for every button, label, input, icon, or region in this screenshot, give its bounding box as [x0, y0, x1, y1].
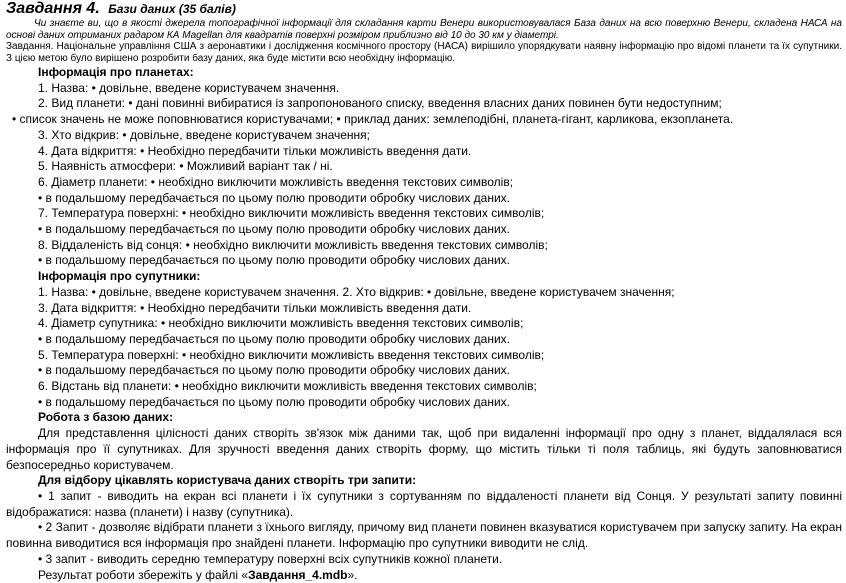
satellites-line: • в подальшому передбачається по цьому полю проводити обробку числових даних.: [6, 363, 842, 379]
result-close: ».: [347, 568, 357, 582]
task-score: Бази даних (35 балів): [108, 2, 236, 16]
result-line: [6, 568, 842, 583]
satellites-heading: Інформація про супутники:: [6, 269, 842, 285]
satellites-line: 1. Назва: • довільне, введене користувачем значення. 2. Хто відкрив: • довільне, введене користувачем значення;: [6, 285, 842, 301]
task-paragraph: Завдання. Національне управління США з аеронавтики і дослідження космічного простору (НАСА) вирішило упорядкувати наявну інформацію про відомі планети та їх супутники. З цією метою було вирішено розробити базу даних, яка буде містити всю необхідну інформацію.: [6, 41, 842, 64]
db-work-paragraph: Для представлення цілісності даних створіть зв'язок між даними так, щоб при видаленні інформації про одну з планет, віддалялася вся інформація про її супутниках. Для зручності введення даних створіть форму, що містить тільки ті поля таблиць, які будуть заповнюватися безпосередньо користувачем.: [6, 426, 842, 473]
planets-heading: Інформація про планетах:: [6, 65, 842, 81]
planets-line: 6. Діаметр планети: • необхідно виключити можливість введення текстових символів;: [6, 175, 842, 191]
planets-line: • в подальшому передбачається по цьому полю проводити обробку числових даних.: [6, 253, 842, 269]
satellites-line: 6. Відстань від планети: • необхідно виключити можливість введення текстових символів;: [6, 379, 842, 395]
result-text: Результат роботи збережіть у файлі «: [38, 568, 248, 582]
satellites-line: • в подальшому передбачається по цьому полю проводити обробку числових даних.: [6, 332, 842, 348]
task-title: Завдання 4.: [6, 0, 100, 17]
planets-line: 5. Наявність атмосфери: • Можливий варіант так / ні.: [6, 159, 842, 175]
db-work-heading: Робота з базою даних:: [6, 410, 842, 426]
task-header: [6, 0, 842, 18]
satellites-line: • в подальшому передбачається по цьому полю проводити обробку числових даних.: [6, 395, 842, 411]
planets-line: • в подальшому передбачається по цьому полю проводити обробку числових даних.: [6, 222, 842, 238]
planets-line: • в подальшому передбачається по цьому полю проводити обробку числових даних.: [6, 191, 842, 207]
planets-line: 2. Вид планети: • дані повинні вибиратися із запропонованого списку, введення власних даних повинен бути недоступним;: [6, 96, 842, 112]
document-page: [6, 0, 842, 583]
satellites-line: 3. Дата відкриття: • Необхідно передбачити тільки можливість введення дати.: [6, 301, 842, 317]
planets-line: 4. Дата відкриття: • Необхідно передбачити тільки можливість введення дати.: [6, 144, 842, 160]
queries-heading: Для відбору цікавлять користувача даних створіть три запити:: [6, 473, 842, 489]
intro-paragraph: Чи знаєте ви, що в якості джерела топографічної інформації для складання карти Венери використовувалася База даних на всю поверхню Венери, складена НАСА на основі даних отриманих радаром КА Magellan для квадратів поверхні розміром приблизно від 10 до 30 км у діаметрі.: [6, 18, 842, 41]
query-item: • 3 запит - виводить середню температуру поверхні всіх супутників кожної планети.: [6, 552, 842, 568]
query-item: • 1 запит - виводить на екран всі планети і їх супутники з сортуванням по віддаленості планети від Сонця. У результаті запиту повинні відображатися: назва (планети) і назву (супутника).: [6, 489, 842, 520]
satellites-line: 5. Температура поверхні: • необхідно виключити можливість введення текстових символів;: [6, 348, 842, 364]
planets-line: 1. Назва: • довільне, введене користувачем значення.: [6, 81, 842, 97]
query-item: • 2 Запит - дозволяє відібрати планети з їхнього вигляду, причому вид планети повинен вказуватися користувачем при запуску запиту. На екран повинна виводитися вся інформація про знайдені планети. Інформацію про супутники виводити не слід.: [6, 520, 842, 551]
result-filename: Завдання_4.mdb: [248, 568, 347, 582]
planets-line: • список значень не може поповнюватися користувачами; • приклад даних: землеподібні, планета-гігант, карликова, екзопланета.: [6, 112, 842, 128]
planets-line: 7. Температура поверхні: • необхідно виключити можливість введення текстових символів;: [6, 206, 842, 222]
planets-line: 3. Хто відкрив: • довільне, введене користувачем значення;: [6, 128, 842, 144]
planets-line: 8. Віддаленість від сонця: • необхідно виключити можливість введення текстових символів;: [6, 238, 842, 254]
satellites-line: 4. Діаметр супутника: • необхідно виключити можливість введення текстових символів;: [6, 316, 842, 332]
